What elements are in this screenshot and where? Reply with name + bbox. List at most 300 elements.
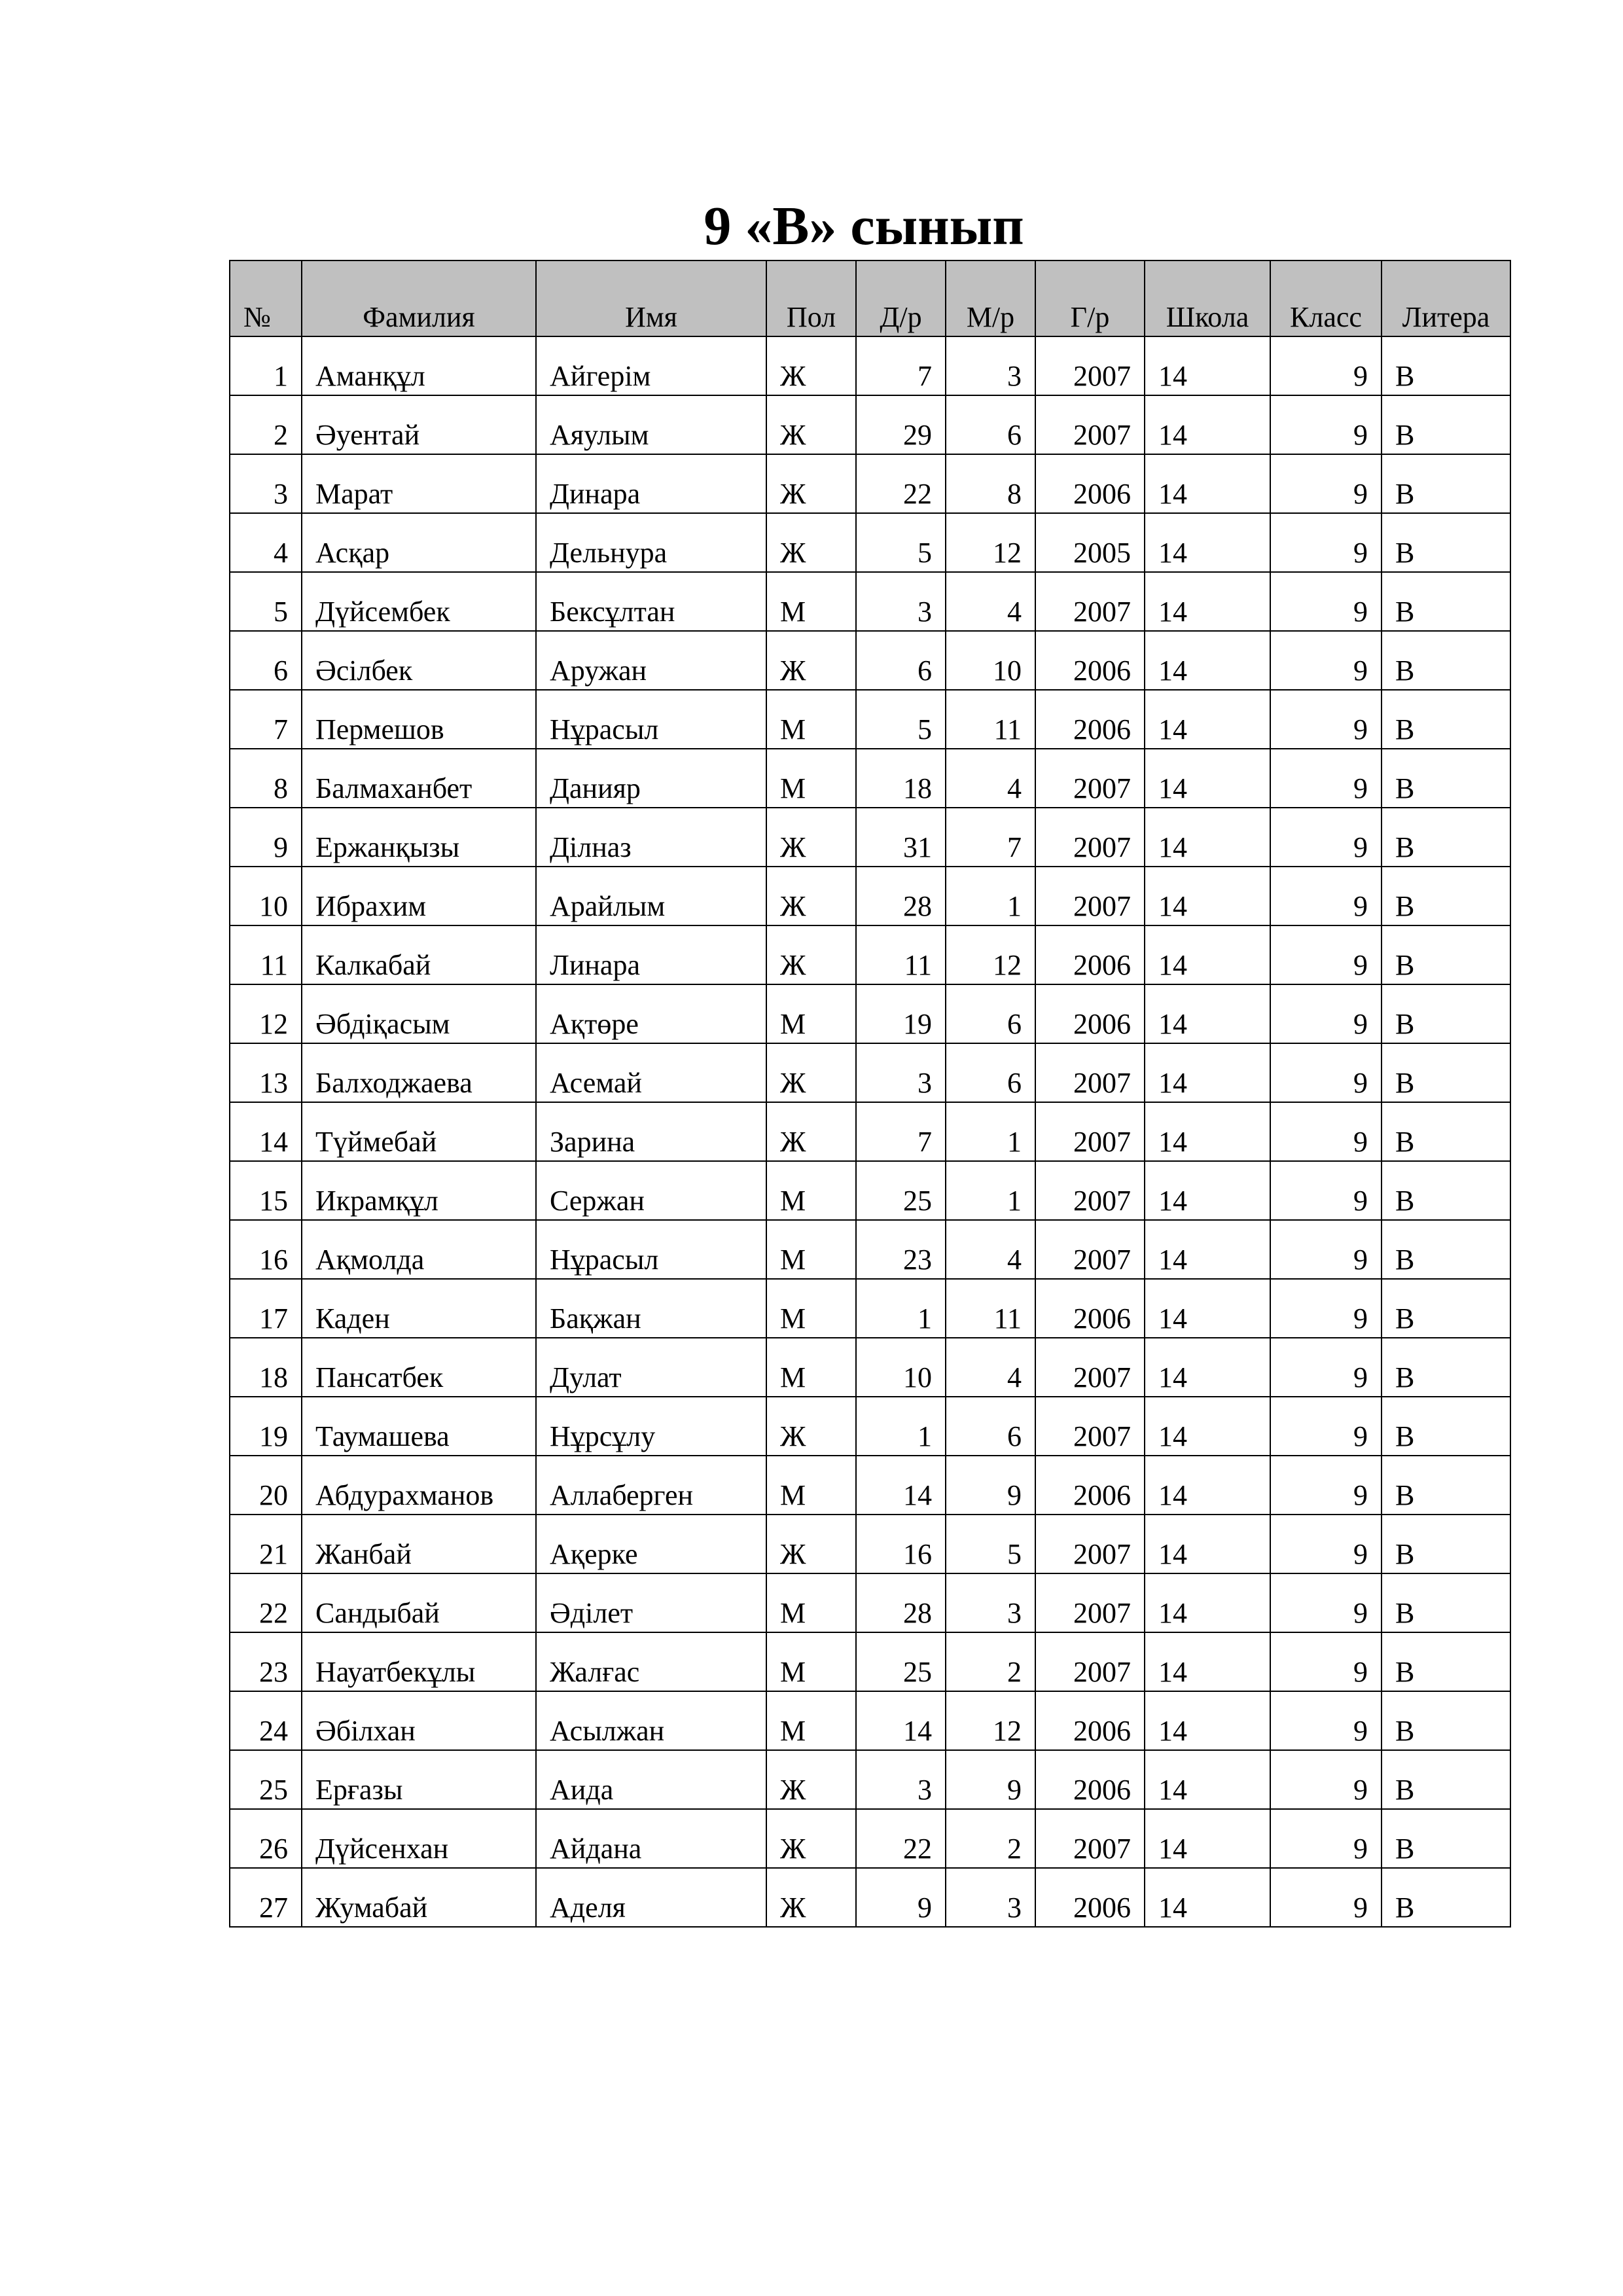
cell-no: 19: [230, 1397, 302, 1456]
cell-name: Бексұлтан: [536, 572, 766, 631]
cell-birth-day: 3: [856, 1043, 946, 1102]
cell-gender: Ж: [766, 925, 856, 984]
cell-gender: М: [766, 690, 856, 749]
cell-grade: 9: [1270, 1515, 1382, 1573]
table-row: [230, 1220, 1510, 1279]
cell-no: 12: [230, 984, 302, 1043]
cell-birth-year: 2006: [1035, 1691, 1145, 1750]
cell-no: 11: [230, 925, 302, 984]
table-row: [230, 395, 1510, 454]
cell-birth-year: 2007: [1035, 1573, 1145, 1632]
cell-no: 1: [230, 336, 302, 395]
cell-birth-month: 6: [946, 395, 1035, 454]
cell-gender: М: [766, 749, 856, 808]
cell-no: 14: [230, 1102, 302, 1161]
cell-birth-month: 11: [946, 1279, 1035, 1338]
cell-birth-month: 12: [946, 1691, 1035, 1750]
cell-letter: В: [1382, 925, 1510, 984]
cell-grade: 9: [1270, 1043, 1382, 1102]
cell-name: Динара: [536, 454, 766, 513]
cell-birth-month: 2: [946, 1809, 1035, 1868]
cell-gender: Ж: [766, 1515, 856, 1573]
cell-gender: Ж: [766, 395, 856, 454]
cell-school: 14: [1145, 1809, 1270, 1868]
cell-birth-day: 31: [856, 808, 946, 867]
table-row: [230, 1043, 1510, 1102]
cell-name: Дельнура: [536, 513, 766, 572]
cell-grade: 9: [1270, 336, 1382, 395]
cell-name: Аружан: [536, 631, 766, 690]
cell-birth-year: 2007: [1035, 1102, 1145, 1161]
cell-name: Нұрасыл: [536, 690, 766, 749]
cell-name: Аида: [536, 1750, 766, 1809]
cell-school: 14: [1145, 867, 1270, 925]
cell-letter: В: [1382, 690, 1510, 749]
cell-gender: М: [766, 1632, 856, 1691]
cell-school: 14: [1145, 572, 1270, 631]
cell-letter: В: [1382, 1515, 1510, 1573]
cell-no: 10: [230, 867, 302, 925]
cell-gender: Ж: [766, 808, 856, 867]
cell-grade: 9: [1270, 925, 1382, 984]
cell-birth-day: 18: [856, 749, 946, 808]
cell-letter: В: [1382, 513, 1510, 572]
cell-grade: 9: [1270, 1750, 1382, 1809]
cell-birth-month: 4: [946, 572, 1035, 631]
cell-birth-day: 9: [856, 1868, 946, 1927]
cell-name: Ақерке: [536, 1515, 766, 1573]
cell-name: Әділет: [536, 1573, 766, 1632]
cell-birth-month: 9: [946, 1750, 1035, 1809]
cell-name: Ділназ: [536, 808, 766, 867]
cell-surname: Әбілхан: [302, 1691, 536, 1750]
cell-birth-month: 6: [946, 1043, 1035, 1102]
cell-birth-month: 12: [946, 513, 1035, 572]
cell-surname: Балмаханбет: [302, 749, 536, 808]
cell-name: Асылжан: [536, 1691, 766, 1750]
cell-letter: В: [1382, 1043, 1510, 1102]
cell-birth-year: 2006: [1035, 1868, 1145, 1927]
cell-letter: В: [1382, 867, 1510, 925]
cell-no: 22: [230, 1573, 302, 1632]
cell-school: 14: [1145, 690, 1270, 749]
column-header-school: Школа: [1145, 260, 1270, 336]
cell-no: 17: [230, 1279, 302, 1338]
cell-school: 14: [1145, 631, 1270, 690]
table-row: [230, 454, 1510, 513]
cell-school: 14: [1145, 336, 1270, 395]
cell-gender: Ж: [766, 336, 856, 395]
cell-grade: 9: [1270, 395, 1382, 454]
cell-no: 16: [230, 1220, 302, 1279]
cell-birth-day: 22: [856, 1809, 946, 1868]
column-header-no: №: [230, 260, 302, 336]
cell-birth-month: 10: [946, 631, 1035, 690]
cell-birth-year: 2006: [1035, 631, 1145, 690]
cell-grade: 9: [1270, 1868, 1382, 1927]
cell-letter: В: [1382, 1279, 1510, 1338]
cell-letter: В: [1382, 395, 1510, 454]
cell-birth-day: 5: [856, 513, 946, 572]
cell-birth-month: 3: [946, 336, 1035, 395]
table-row: [230, 1161, 1510, 1220]
cell-school: 14: [1145, 1397, 1270, 1456]
cell-gender: Ж: [766, 1868, 856, 1927]
cell-no: 2: [230, 395, 302, 454]
cell-birth-year: 2007: [1035, 395, 1145, 454]
cell-gender: Ж: [766, 1043, 856, 1102]
cell-birth-month: 3: [946, 1573, 1035, 1632]
cell-letter: В: [1382, 1102, 1510, 1161]
cell-gender: М: [766, 984, 856, 1043]
cell-school: 14: [1145, 1515, 1270, 1573]
table-row: [230, 1279, 1510, 1338]
cell-name: Айгерім: [536, 336, 766, 395]
cell-name: Аяулым: [536, 395, 766, 454]
cell-letter: В: [1382, 1691, 1510, 1750]
cell-school: 14: [1145, 1161, 1270, 1220]
cell-grade: 9: [1270, 1102, 1382, 1161]
cell-no: 24: [230, 1691, 302, 1750]
cell-grade: 9: [1270, 808, 1382, 867]
cell-grade: 9: [1270, 984, 1382, 1043]
cell-gender: М: [766, 1573, 856, 1632]
cell-grade: 9: [1270, 1397, 1382, 1456]
cell-surname: Ибрахим: [302, 867, 536, 925]
cell-name: Ақтөре: [536, 984, 766, 1043]
cell-birth-month: 4: [946, 1220, 1035, 1279]
cell-birth-year: 2007: [1035, 749, 1145, 808]
cell-no: 15: [230, 1161, 302, 1220]
cell-gender: Ж: [766, 867, 856, 925]
cell-name: Аделя: [536, 1868, 766, 1927]
cell-name: Бақжан: [536, 1279, 766, 1338]
table-row: [230, 984, 1510, 1043]
cell-grade: 9: [1270, 1632, 1382, 1691]
cell-name: Нұрасыл: [536, 1220, 766, 1279]
cell-grade: 9: [1270, 1809, 1382, 1868]
cell-letter: В: [1382, 631, 1510, 690]
cell-school: 14: [1145, 1279, 1270, 1338]
table-row: [230, 572, 1510, 631]
cell-birth-year: 2006: [1035, 984, 1145, 1043]
table-row: [230, 1515, 1510, 1573]
cell-no: 25: [230, 1750, 302, 1809]
cell-gender: Ж: [766, 1809, 856, 1868]
cell-birth-day: 5: [856, 690, 946, 749]
cell-grade: 9: [1270, 572, 1382, 631]
cell-school: 14: [1145, 1043, 1270, 1102]
cell-school: 14: [1145, 808, 1270, 867]
cell-no: 4: [230, 513, 302, 572]
table-row: [230, 1338, 1510, 1397]
cell-birth-month: 1: [946, 867, 1035, 925]
cell-school: 14: [1145, 749, 1270, 808]
cell-surname: Ақмолда: [302, 1220, 536, 1279]
cell-grade: 9: [1270, 631, 1382, 690]
cell-grade: 9: [1270, 1161, 1382, 1220]
cell-birth-year: 2005: [1035, 513, 1145, 572]
cell-school: 14: [1145, 984, 1270, 1043]
cell-name: Зарина: [536, 1102, 766, 1161]
cell-letter: В: [1382, 984, 1510, 1043]
cell-surname: Сандыбай: [302, 1573, 536, 1632]
cell-surname: Әсілбек: [302, 631, 536, 690]
cell-gender: М: [766, 1456, 856, 1515]
cell-surname: Дүйсенхан: [302, 1809, 536, 1868]
table-row: [230, 631, 1510, 690]
cell-letter: В: [1382, 454, 1510, 513]
cell-birth-year: 2007: [1035, 1220, 1145, 1279]
cell-no: 13: [230, 1043, 302, 1102]
column-header-letter: Литера: [1382, 260, 1510, 336]
cell-grade: 9: [1270, 454, 1382, 513]
cell-surname: Әуентай: [302, 395, 536, 454]
cell-letter: В: [1382, 1809, 1510, 1868]
table-header-row: [230, 260, 1510, 336]
cell-birth-month: 3: [946, 1868, 1035, 1927]
cell-letter: В: [1382, 1220, 1510, 1279]
cell-birth-month: 12: [946, 925, 1035, 984]
cell-birth-year: 2007: [1035, 867, 1145, 925]
cell-school: 14: [1145, 1338, 1270, 1397]
cell-surname: Асқар: [302, 513, 536, 572]
column-header-birth-month: М/р: [946, 260, 1035, 336]
cell-birth-year: 2007: [1035, 808, 1145, 867]
cell-name: Дулат: [536, 1338, 766, 1397]
cell-birth-day: 3: [856, 572, 946, 631]
cell-letter: В: [1382, 808, 1510, 867]
cell-school: 14: [1145, 925, 1270, 984]
cell-birth-day: 1: [856, 1397, 946, 1456]
cell-gender: Ж: [766, 513, 856, 572]
cell-grade: 9: [1270, 1338, 1382, 1397]
cell-name: Айдана: [536, 1809, 766, 1868]
cell-surname: Таумашева: [302, 1397, 536, 1456]
table-row: [230, 867, 1510, 925]
cell-birth-day: 16: [856, 1515, 946, 1573]
cell-birth-day: 14: [856, 1456, 946, 1515]
cell-letter: В: [1382, 1456, 1510, 1515]
cell-surname: Түймебай: [302, 1102, 536, 1161]
column-header-gender: Пол: [766, 260, 856, 336]
cell-no: 9: [230, 808, 302, 867]
cell-no: 8: [230, 749, 302, 808]
cell-gender: М: [766, 1220, 856, 1279]
cell-birth-year: 2007: [1035, 1809, 1145, 1868]
cell-birth-year: 2007: [1035, 1161, 1145, 1220]
cell-letter: В: [1382, 1397, 1510, 1456]
cell-letter: В: [1382, 1632, 1510, 1691]
cell-birth-day: 1: [856, 1279, 946, 1338]
table-row: [230, 1632, 1510, 1691]
cell-name: Асемай: [536, 1043, 766, 1102]
cell-birth-month: 5: [946, 1515, 1035, 1573]
cell-letter: В: [1382, 1338, 1510, 1397]
cell-birth-month: 6: [946, 984, 1035, 1043]
cell-grade: 9: [1270, 1220, 1382, 1279]
cell-no: 5: [230, 572, 302, 631]
cell-letter: В: [1382, 1161, 1510, 1220]
cell-name: Данияр: [536, 749, 766, 808]
cell-birth-day: 3: [856, 1750, 946, 1809]
cell-surname: Ержанқызы: [302, 808, 536, 867]
cell-birth-day: 28: [856, 867, 946, 925]
cell-school: 14: [1145, 454, 1270, 513]
cell-name: Аллаберген: [536, 1456, 766, 1515]
table-row: [230, 1868, 1510, 1927]
cell-school: 14: [1145, 1750, 1270, 1809]
cell-birth-year: 2006: [1035, 690, 1145, 749]
cell-birth-year: 2006: [1035, 925, 1145, 984]
cell-birth-month: 9: [946, 1456, 1035, 1515]
cell-birth-year: 2007: [1035, 572, 1145, 631]
cell-birth-year: 2006: [1035, 1279, 1145, 1338]
cell-birth-year: 2006: [1035, 1456, 1145, 1515]
cell-school: 14: [1145, 1220, 1270, 1279]
cell-surname: Пермешов: [302, 690, 536, 749]
table-row: [230, 513, 1510, 572]
cell-name: Арайлым: [536, 867, 766, 925]
table-row: [230, 1750, 1510, 1809]
cell-no: 3: [230, 454, 302, 513]
cell-surname: Жанбай: [302, 1515, 536, 1573]
cell-school: 14: [1145, 1573, 1270, 1632]
cell-birth-month: 11: [946, 690, 1035, 749]
cell-birth-month: 2: [946, 1632, 1035, 1691]
cell-gender: Ж: [766, 631, 856, 690]
cell-birth-day: 22: [856, 454, 946, 513]
cell-surname: Пансатбек: [302, 1338, 536, 1397]
cell-school: 14: [1145, 1456, 1270, 1515]
cell-school: 14: [1145, 1632, 1270, 1691]
cell-surname: Аманқұл: [302, 336, 536, 395]
cell-grade: 9: [1270, 690, 1382, 749]
cell-birth-day: 29: [856, 395, 946, 454]
column-header-birth-day: Д/р: [856, 260, 946, 336]
cell-letter: В: [1382, 749, 1510, 808]
cell-no: 6: [230, 631, 302, 690]
cell-gender: Ж: [766, 1750, 856, 1809]
cell-surname: Науатбекұлы: [302, 1632, 536, 1691]
cell-gender: Ж: [766, 454, 856, 513]
cell-birth-day: 23: [856, 1220, 946, 1279]
cell-surname: Калкабай: [302, 925, 536, 984]
student-table: [229, 260, 1511, 1928]
cell-grade: 9: [1270, 1279, 1382, 1338]
cell-no: 7: [230, 690, 302, 749]
cell-birth-month: 7: [946, 808, 1035, 867]
cell-letter: В: [1382, 336, 1510, 395]
cell-no: 21: [230, 1515, 302, 1573]
column-header-surname: Фамилия: [302, 260, 536, 336]
cell-letter: В: [1382, 572, 1510, 631]
cell-school: 14: [1145, 395, 1270, 454]
cell-no: 18: [230, 1338, 302, 1397]
cell-surname: Балходжаева: [302, 1043, 536, 1102]
cell-school: 14: [1145, 1691, 1270, 1750]
cell-birth-day: 28: [856, 1573, 946, 1632]
column-header-grade: Класс: [1270, 260, 1382, 336]
cell-name: Линара: [536, 925, 766, 984]
cell-surname: Ерғазы: [302, 1750, 536, 1809]
cell-no: 23: [230, 1632, 302, 1691]
table-row: [230, 925, 1510, 984]
cell-gender: Ж: [766, 1397, 856, 1456]
cell-gender: М: [766, 1279, 856, 1338]
cell-birth-day: 11: [856, 925, 946, 984]
page-title: 9 «В» сынып: [704, 196, 1024, 257]
cell-no: 20: [230, 1456, 302, 1515]
cell-birth-day: 25: [856, 1161, 946, 1220]
cell-gender: Ж: [766, 1102, 856, 1161]
cell-surname: Абдурахманов: [302, 1456, 536, 1515]
cell-birth-month: 6: [946, 1397, 1035, 1456]
cell-birth-year: 2007: [1035, 336, 1145, 395]
cell-gender: М: [766, 1691, 856, 1750]
table-body: [230, 336, 1510, 1927]
cell-birth-day: 10: [856, 1338, 946, 1397]
cell-grade: 9: [1270, 1456, 1382, 1515]
cell-surname: Каден: [302, 1279, 536, 1338]
table-row: [230, 1102, 1510, 1161]
cell-surname: Дүйсембек: [302, 572, 536, 631]
cell-birth-year: 2007: [1035, 1397, 1145, 1456]
cell-grade: 9: [1270, 1573, 1382, 1632]
cell-letter: В: [1382, 1573, 1510, 1632]
cell-surname: Жумабай: [302, 1868, 536, 1927]
cell-gender: М: [766, 572, 856, 631]
cell-surname: Әбдіқасым: [302, 984, 536, 1043]
cell-birth-day: 19: [856, 984, 946, 1043]
cell-birth-year: 2006: [1035, 1750, 1145, 1809]
table-row: [230, 1573, 1510, 1632]
cell-name: Нұрсұлу: [536, 1397, 766, 1456]
cell-birth-day: 14: [856, 1691, 946, 1750]
column-header-name: Имя: [536, 260, 766, 336]
cell-surname: Марат: [302, 454, 536, 513]
cell-birth-month: 4: [946, 1338, 1035, 1397]
cell-birth-month: 8: [946, 454, 1035, 513]
cell-no: 27: [230, 1868, 302, 1927]
cell-grade: 9: [1270, 749, 1382, 808]
cell-letter: В: [1382, 1868, 1510, 1927]
cell-gender: М: [766, 1338, 856, 1397]
cell-surname: Икрамқұл: [302, 1161, 536, 1220]
table-row: [230, 1691, 1510, 1750]
cell-school: 14: [1145, 1102, 1270, 1161]
cell-birth-year: 2007: [1035, 1338, 1145, 1397]
table-row: [230, 690, 1510, 749]
cell-grade: 9: [1270, 867, 1382, 925]
cell-school: 14: [1145, 513, 1270, 572]
cell-birth-year: 2007: [1035, 1515, 1145, 1573]
cell-birth-year: 2007: [1035, 1632, 1145, 1691]
cell-birth-month: 4: [946, 749, 1035, 808]
cell-name: Жалғас: [536, 1632, 766, 1691]
cell-birth-year: 2006: [1035, 454, 1145, 513]
table-row: [230, 808, 1510, 867]
cell-birth-month: 1: [946, 1102, 1035, 1161]
table-row: [230, 336, 1510, 395]
cell-no: 26: [230, 1809, 302, 1868]
cell-gender: М: [766, 1161, 856, 1220]
cell-birth-month: 1: [946, 1161, 1035, 1220]
table-row: [230, 1456, 1510, 1515]
cell-letter: В: [1382, 1750, 1510, 1809]
cell-birth-year: 2007: [1035, 1043, 1145, 1102]
cell-grade: 9: [1270, 1691, 1382, 1750]
